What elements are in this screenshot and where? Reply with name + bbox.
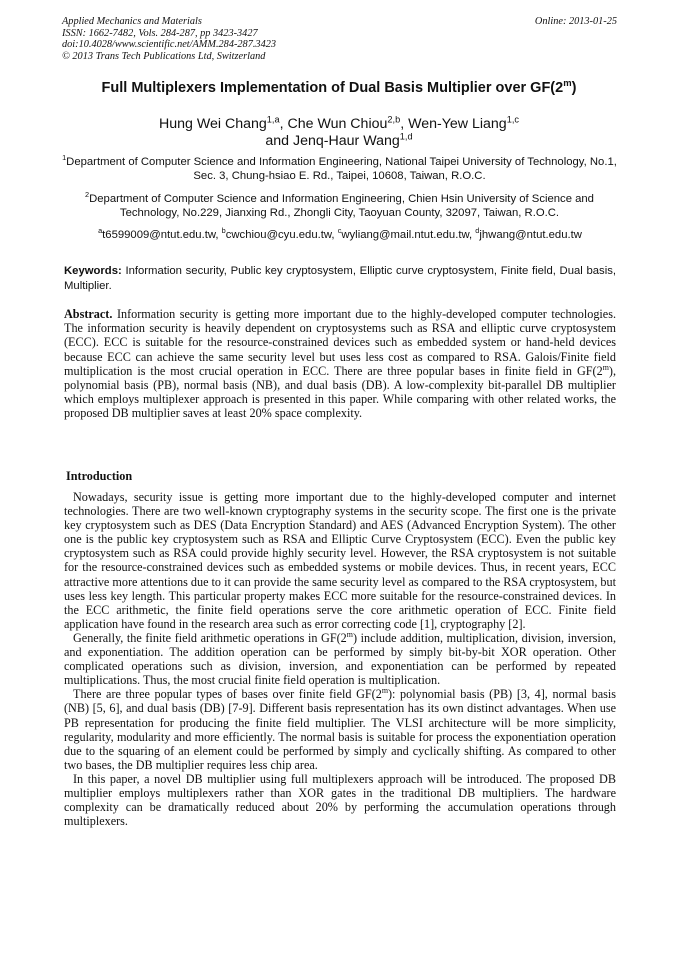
section-heading-introduction: Introduction [66, 469, 133, 483]
paragraph: There are three popular types of bases over finite field GF(2$^m$): polynomial basis (PB) [3, 4], normal basis (NB) [5, 6], and dual basis (DB) [7-9]. Different basis representation has its own distinct advantages. When use PB representation for producing the finite field multiplier. The VLSI architecture will be more simplicity, regularity, modularity and more efficiently. The normal basis is suitable for process the exponentiation operation due to the squaring of an element could be performed by simply and cyclically shifting. As compared to other two bases, the DB multiplier requires less chip area. [64, 686, 616, 772]
paper-title: Full Multiplexers Implementation of Dual Basis Multiplier over GF(2$^m$) [101, 77, 577, 96]
author-name: and Jenq-Haur Wang [265, 133, 400, 149]
paragraph: Nowadays, security issue is getting more important due to the highly-developed computer and internet technologies. There are two well-known cryptography systems in the security scope. The first one is the private key cryptosystem such as DES (Data Encryption Standard) and AES (Advanced Encryption System). The other one is the public key cryptosystem such as RSA and Elliptic Curve Cryptosystem (ECC). Even the public key cryptosystem such as RSA could provide highly security level. However, the RSA cryptosystem is not suitable for the resource-constrained devices such as embedded systems or mobile devices. Thus, in recent years, ECC attractive more attentions due to it can provide the same security level as compared to the RSA cryptosystem, but uses less key length. This particular property makes ECC more suitable for the resource-constrained devices. In the ECC arithmetic, the finite field operations serve the core arithmetic operation of ECC. Finite field application have found in the research area such as error correcting code [1], cryptography [2]. [64, 490, 617, 631]
email-list: $^a$t6599009@ntut.edu.tw, $^b$cwchiou@cyu.edu.tw, $^c$wyliang@mail.ntut.edu.tw, $^d$jhwang@ntut.edu.tw [98, 226, 582, 241]
affiliation-2: $^2$Department of Computer Science and Information Engineering, Chien Hsin University of Science and Technology, No.229, Jianxing Rd., Zhongli City, Taoyuan County, 32097, Taiwan, R.O.C. [85, 190, 594, 220]
author-name: Wen-Yew Liang [408, 116, 507, 132]
journal-name: Applied Mechanics and Materials [62, 16, 202, 27]
abstract: Abstract. Information security is getting more important due to the highly-developed computer technologies. The information security is heavily dependent on cryptosystems such as RSA and elliptic curve cryptosystem (ECC). ECC is suitable for the resource-constrained devices such as embedded system or hand-held devices because ECC can achieve the same security level but uses less cost as compared to RSA. Galois/Finite field multiplication is the most crucial operation in ECC. There are three popular bases in finite field in GF(2$^m$), polynomial basis (PB), normal basis (NB), and dual basis (DB). A low-complexity bit-parallel DB multiplier which employs multiplexer approach is presented in this paper. While comparing with other related works, the proposed DB multiplier saves at least 20% space complexity. [64, 307, 616, 421]
author-list: Hung Wei Chang$^{1,a}$, Che Wun Chiou$^{2,b}$, Wen-Yew Liang$^{1,c}$ and Jenq-Haur Wang$^{1,d}$ [158, 114, 520, 149]
introduction-body [64, 490, 616, 828]
keywords: Keywords: Information security, Public key cryptosystem, Elliptic curve cryptosystem, Finite field, Dual basis, Multiplier. [64, 265, 616, 292]
copyright-line: © 2013 Trans Tech Publications Ltd, Switzerland [62, 50, 266, 62]
email-link[interactable]: t6599009@ntut.edu.tw [102, 229, 216, 241]
author-name: Che Wun Chiou [287, 116, 388, 132]
paragraph: In this paper, a novel DB multiplier using full multiplexers approach will be introduced. The proposed DB multiplier employs multiplexers rather than XOR gates in the traditional DB multipliers. The hardware complexity can be dramatically reduced about 20% by performing the accumulation operations through multiplexers. [64, 771, 616, 829]
journal-header [62, 16, 617, 62]
author-name: Hung Wei Chang [158, 116, 267, 132]
email-link[interactable]: cwchiou@cyu.edu.tw [225, 229, 332, 241]
email-link[interactable]: jhwang@ntut.edu.tw [479, 229, 582, 241]
paragraph: Generally, the finite field arithmetic operations in GF(2$^m$) include addition, multiplication, division, inversion, and exponentiation. The addition operation can be performed by simply bit-by-bit XOR operation. Other complicated operations such as division, inversion, and exponentiation can be performed by repeated multiplications. Thus, the most crucial finite field operation is multiplication. [64, 629, 616, 688]
doi-link[interactable]: doi:10.4028/www.scientific.net/AMM.284-287.3423 [62, 39, 277, 50]
email-link[interactable]: wyliang@mail.ntut.edu.tw [341, 229, 470, 241]
online-date: Online: 2013-01-25 [534, 16, 617, 27]
issn-line: ISSN: 1662-7482, Vols. 284-287, pp 3423-3427 [62, 27, 258, 39]
affiliation-1: $^1$Department of Computer Science and Information Engineering, National Taipei University of Technology, No.1, Sec. 3, Chung-hsiao E. Rd., Taipei, 10608, Taiwan, R.O.C. [62, 153, 617, 183]
